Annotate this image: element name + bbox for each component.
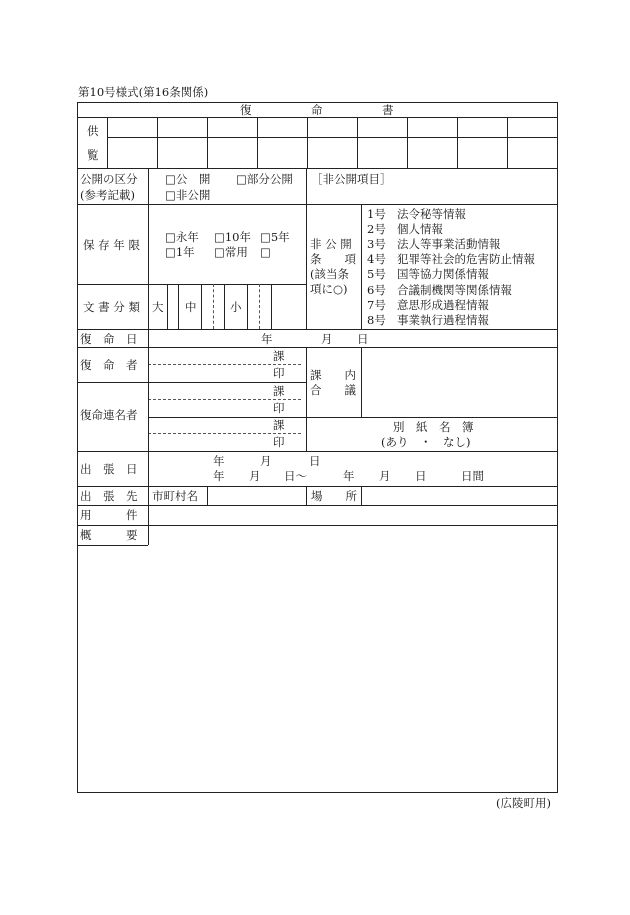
- trip-date-3-day: 日: [415, 469, 427, 483]
- clause-7-text: 意思形成過程情報: [397, 298, 489, 312]
- co-reporter-label: 復命連名者: [80, 408, 138, 422]
- clause-3-text: 法人等事業活動情報: [397, 237, 501, 251]
- title-char-3: 書: [382, 103, 394, 117]
- document-class-large: 大: [152, 300, 164, 314]
- checkbox-regular-use[interactable]: □常用: [214, 245, 248, 259]
- checkbox-5-years[interactable]: □5年: [260, 230, 290, 244]
- clause-8-no: 8号: [367, 313, 386, 327]
- retention-label: 保 存 年 限: [83, 238, 140, 252]
- co-reporter-section-1: 課: [273, 384, 285, 398]
- place-label: 場 所: [311, 489, 357, 503]
- document-class-small: 小: [230, 300, 242, 314]
- disclosure-note: (参考記載): [80, 188, 135, 202]
- business-label: 用 件: [80, 508, 138, 522]
- disclosure-label: 公開の区分: [80, 172, 138, 186]
- co-reporter-seal-1: 印: [273, 401, 285, 415]
- trip-days: 日間: [461, 469, 484, 483]
- clause-3-no: 3号: [367, 237, 386, 251]
- reporter-label: 復 命 者: [80, 358, 138, 372]
- summary-label: 概 要: [80, 528, 138, 542]
- co-reporter-section-2: 課: [273, 418, 285, 432]
- trip-date-1-year: 年: [213, 454, 225, 468]
- nonpublic-items-label: ［非公開項目］: [311, 172, 392, 186]
- reporter-seal: 印: [273, 366, 285, 380]
- clause-8-text: 事業執行過程情報: [397, 313, 489, 327]
- kyoran-label-2: 覧: [87, 148, 99, 162]
- co-reporter-seal-2: 印: [273, 435, 285, 449]
- attachment-line-1: 別 紙 名 簿: [393, 420, 474, 434]
- trip-date-2-day-to: 日〜: [284, 469, 307, 483]
- nonpublic-clause-label-4: 項に○): [310, 282, 348, 296]
- border-right: [557, 102, 558, 793]
- clause-2-no: 2号: [367, 222, 386, 236]
- report-date-label: 復 命 日: [80, 332, 138, 346]
- report-date-month: 月: [321, 332, 333, 346]
- document-class-medium: 中: [185, 300, 197, 314]
- kyoran-label-1: 供: [87, 124, 99, 138]
- trip-date-1-day: 日: [309, 454, 321, 468]
- destination-label: 出 張 先: [80, 489, 138, 503]
- checkbox-10-years[interactable]: □10年: [214, 230, 251, 244]
- nonpublic-clause-label-2: 条 項: [310, 252, 356, 266]
- footer-note: (広陵町用): [496, 796, 551, 810]
- clause-6-no: 6号: [367, 283, 386, 297]
- title-char-1: 復: [240, 103, 252, 117]
- nonpublic-clause-label-3: (該当条: [310, 267, 349, 281]
- report-date-day: 日: [357, 332, 369, 346]
- trip-date-label: 出 張 日: [80, 462, 138, 476]
- checkbox-1-year[interactable]: □1年: [165, 245, 195, 259]
- clause-5-text: 国等協力関係情報: [397, 267, 489, 281]
- document-class-label: 文 書 分 類: [83, 300, 140, 314]
- form-number: 第10号様式(第16条関係): [78, 85, 209, 99]
- border-bottom: [77, 792, 558, 793]
- clause-1-no: 1号: [367, 207, 386, 221]
- clause-7-no: 7号: [367, 298, 386, 312]
- trip-date-2-year: 年: [213, 469, 225, 483]
- clause-5-no: 5号: [367, 267, 386, 281]
- trip-date-2-month: 月: [249, 469, 261, 483]
- clause-4-no: 4号: [367, 252, 386, 266]
- internal-consult-1: 課 内: [310, 368, 356, 382]
- checkbox-nonpublic[interactable]: □非公開: [165, 188, 211, 202]
- checkbox-permanent[interactable]: □永年: [165, 230, 199, 244]
- checkbox-partial-public[interactable]: □部分公開: [236, 172, 293, 186]
- internal-consult-2: 合 議: [310, 383, 356, 397]
- clause-4-text: 犯罪等社会的危害防止情報: [397, 252, 535, 266]
- clause-6-text: 合議制機関等関係情報: [397, 283, 512, 297]
- municipality-label: 市町村名: [152, 489, 198, 503]
- report-date-year: 年: [261, 332, 273, 346]
- trip-date-3-year: 年: [343, 469, 355, 483]
- title-char-2: 命: [311, 103, 323, 117]
- trip-date-1-month: 月: [260, 454, 272, 468]
- checkbox-blank[interactable]: □: [260, 245, 271, 259]
- clause-2-text: 個人情報: [397, 222, 443, 236]
- clause-1-text: 法令秘等情報: [397, 207, 466, 221]
- nonpublic-clause-label-1: 非 公 開: [310, 237, 352, 251]
- trip-date-3-month: 月: [379, 469, 391, 483]
- attachment-line-2: (あり ・ なし): [381, 435, 471, 449]
- border-left: [77, 102, 78, 793]
- checkbox-public[interactable]: □公 開: [165, 172, 211, 186]
- reporter-section: 課: [273, 349, 285, 363]
